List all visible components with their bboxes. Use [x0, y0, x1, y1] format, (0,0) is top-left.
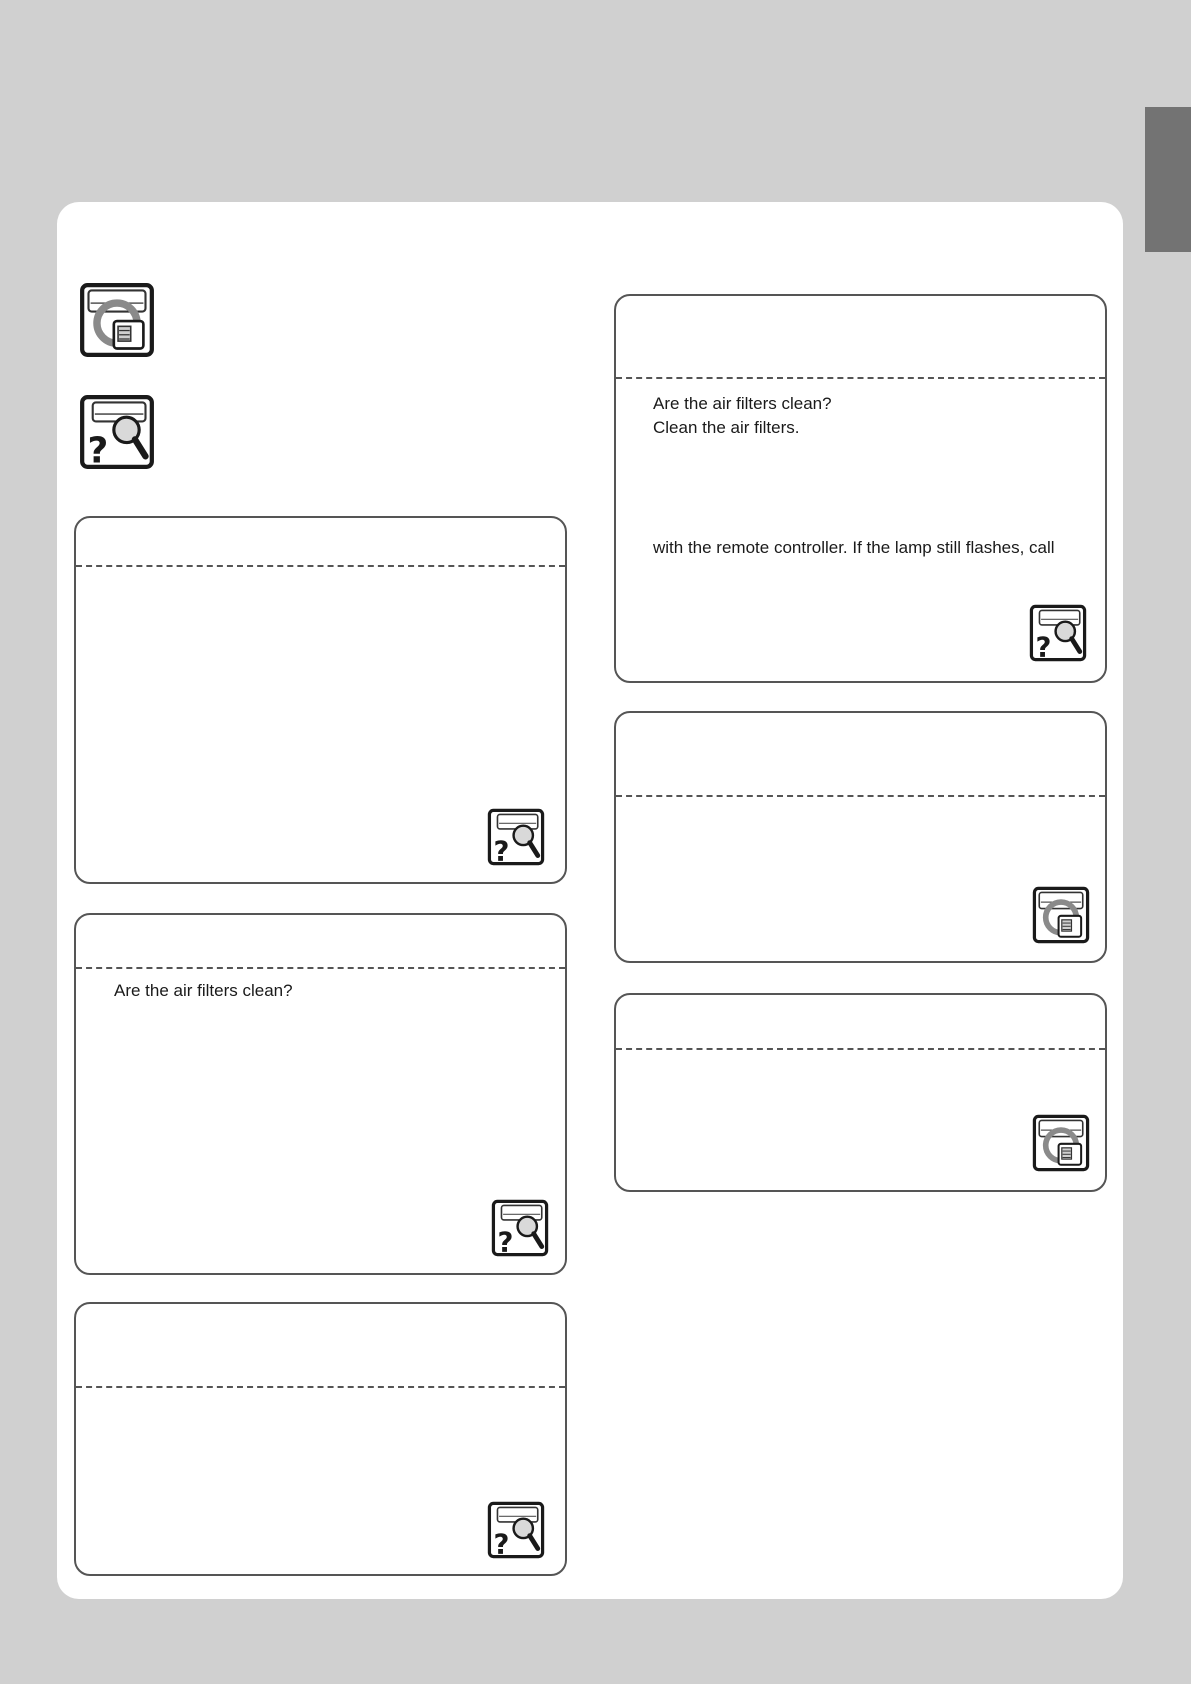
left-box-3 — [74, 1302, 567, 1576]
outdoor-unit-icon — [1032, 886, 1090, 944]
divider — [616, 377, 1105, 379]
right-box-3 — [614, 993, 1107, 1192]
outdoor-unit-icon — [1032, 1114, 1090, 1172]
divider — [76, 967, 565, 969]
inspect-icon — [487, 808, 545, 866]
inspect-icon — [1029, 604, 1087, 662]
left-box-1 — [74, 516, 567, 884]
section-tab — [1145, 107, 1191, 252]
divider — [616, 795, 1105, 797]
remote-controller-note: with the remote controller. If the lamp still flashes, call — [653, 538, 1055, 557]
filter-instruction: Clean the air filters. — [653, 418, 800, 437]
legend-outdoor-icon — [79, 282, 155, 358]
filter-question: Are the air filters clean? — [653, 394, 832, 413]
legend-inspect-icon — [79, 394, 155, 470]
divider — [76, 565, 565, 567]
filter-question: Are the air filters clean? — [114, 981, 293, 1000]
right-box-2 — [614, 711, 1107, 963]
divider — [76, 1386, 565, 1388]
divider — [616, 1048, 1105, 1050]
inspect-icon — [487, 1501, 545, 1559]
right-box-1 — [614, 294, 1107, 683]
inspect-icon — [491, 1199, 549, 1257]
left-box-2 — [74, 913, 567, 1275]
